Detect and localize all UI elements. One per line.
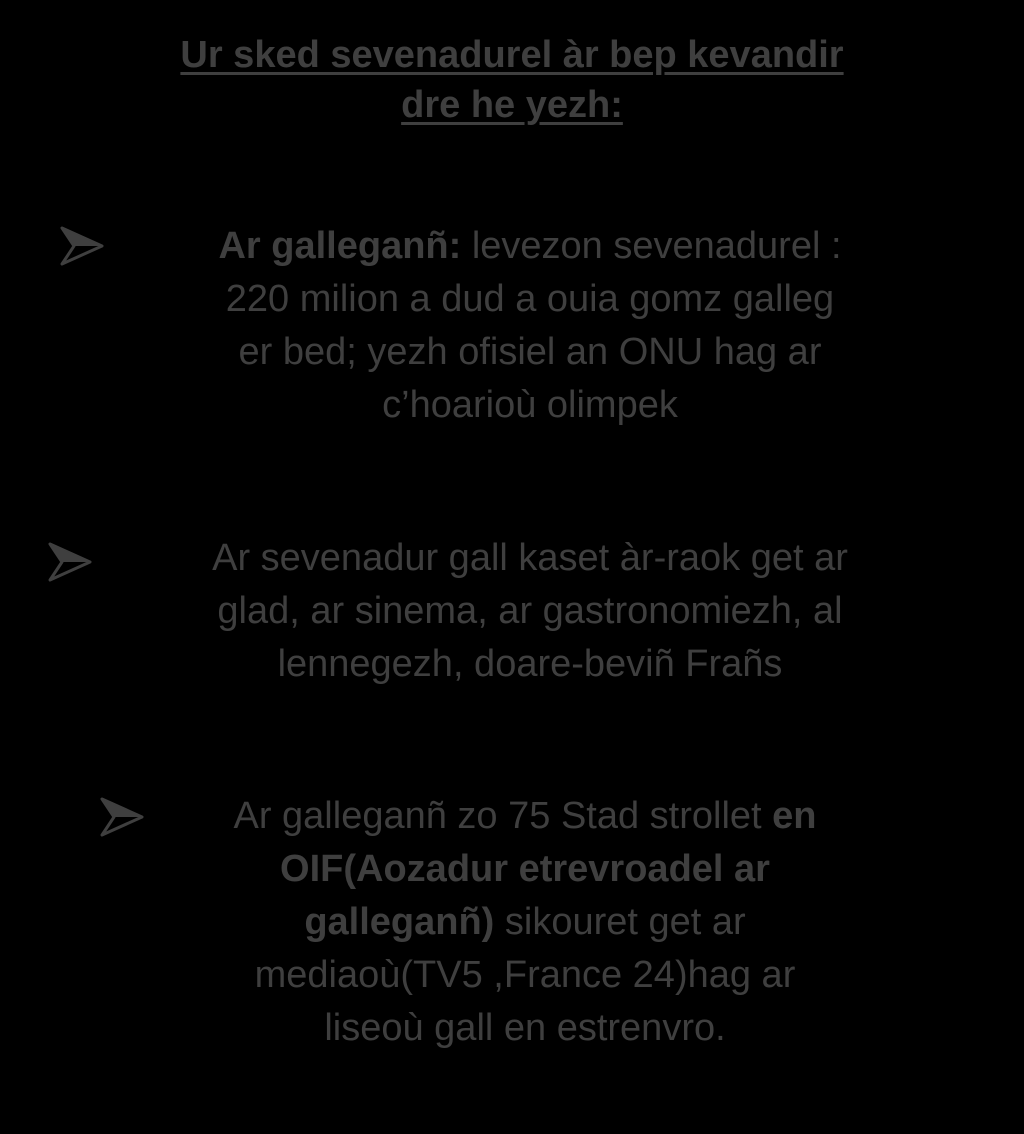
slide-title — [20, 30, 1004, 130]
bullet-3-line-1-bold: en — [772, 795, 817, 837]
bullet-3 — [105, 790, 945, 1055]
bullet-1 — [80, 220, 980, 432]
bullet-3-line-3 — [105, 896, 945, 949]
bullet-1-line-1 — [80, 220, 980, 273]
bullet-3-line-1 — [105, 790, 945, 843]
bullet-2-line-1: Ar sevenadur gall kaset àr-raok get ar — [212, 537, 848, 579]
bullet-1-line-3: er bed; yezh ofisiel an ONU hag ar — [238, 331, 822, 373]
bullet-1-lead: Ar galleganñ: — [218, 225, 462, 267]
bullet-3-line-1-plain: Ar galleganñ zo 75 Stad strollet — [233, 795, 773, 837]
bullet-2 — [60, 532, 1000, 691]
bullet-3-line-3-bold: galleganñ) — [304, 901, 495, 943]
title-line-2: dre he yezh: — [401, 84, 623, 126]
bullet-1-line-4: c’hoarioù olimpek — [382, 384, 678, 426]
bullet-3-line-5: liseoù gall en estrenvro. — [324, 1007, 726, 1049]
bullet-2-line-3: lennegezh, doare-beviñ Frañs — [277, 643, 783, 685]
bullet-3-line-2: OIF(Aozadur etrevroadel ar — [280, 848, 770, 890]
bullet-2-line-2: glad, ar sinema, ar gastronomiezh, al — [217, 590, 843, 632]
bullet-3-line-3-plain: sikouret get ar — [494, 901, 746, 943]
bullet-1-line-1-rest: levezon sevenadurel : — [461, 225, 842, 267]
title-line-1: Ur sked sevenadurel àr bep kevandir — [180, 34, 844, 76]
bullet-3-line-4: mediaoù(TV5 ,France 24)hag ar — [254, 954, 796, 996]
bullet-1-line-2: 220 milion a dud a ouia gomz galleg — [225, 278, 835, 320]
